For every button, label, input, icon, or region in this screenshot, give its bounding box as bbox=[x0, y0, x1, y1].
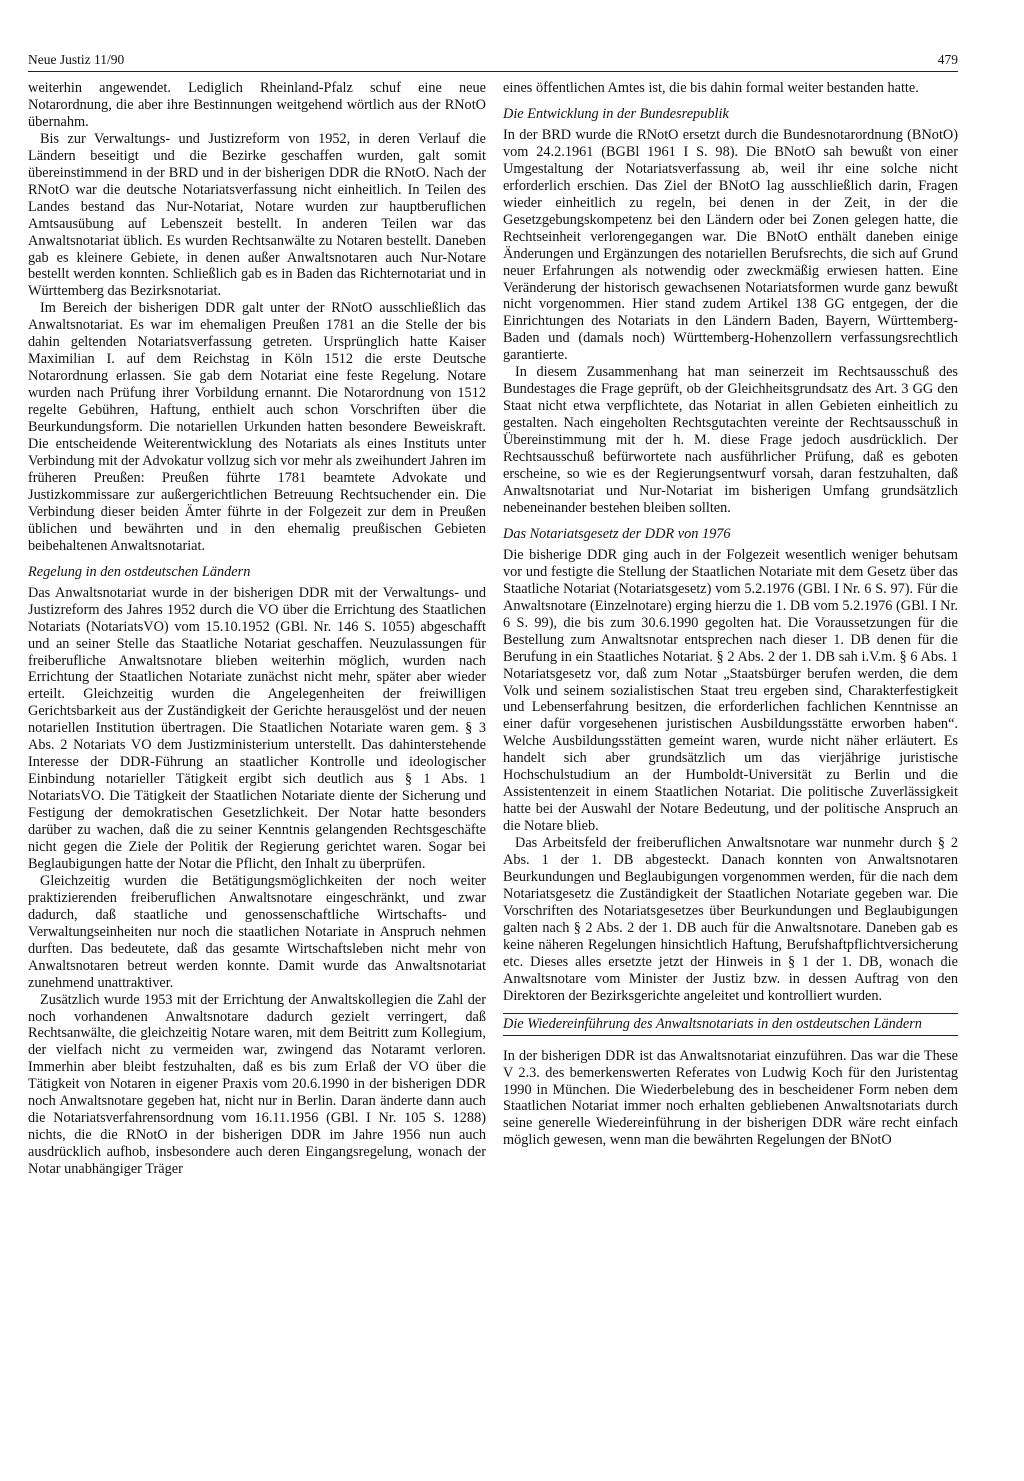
journal-issue: Neue Justiz 11/90 bbox=[28, 52, 125, 67]
paragraph: In diesem Zusammenhang hat man seinerzeit im Rechtsausschuß des Bundestages die Frage geprüft, ob der Gleichheitsgrundsatz des Art. 3 GG den Staat nicht etwa verpflichtete, das Notariat in allen Gebieten einheitlich zu gestalten. Nach eingeholten Rechtsgutachten vereinte der Rechtsausschuß in Übereinstimmung mit der h. M. diese Frage jedoch ausdrücklich. Der Rechtsausschuß befürwortete nach ausführlicher Prüfung, daß es geboten erscheine, so wie es der Regierungsentwurf vorsah, daran festzuhalten, daß Anwaltsnotariat und Nur-Notariat im bisherigen Umfang grundsätzlich nebeneinander bestehen bleiben sollten. bbox=[503, 364, 958, 516]
paragraph: weiterhin angewendet. Lediglich Rheinland-Pfalz schuf eine neue Notarordnung, die aber ihre Bestinnungen weitgehend wörtlich aus der RNotO übernahm. bbox=[28, 80, 486, 130]
page-number: 479 bbox=[937, 52, 958, 67]
left-column bbox=[28, 80, 486, 1178]
section-heading: Die Wiedereinführung des Anwaltsnotariats in den ostdeutschen Ländern bbox=[503, 1013, 958, 1036]
header-rule bbox=[28, 71, 958, 72]
paragraph: Im Bereich der bisherigen DDR galt unter der RNotO ausschließlich das Anwaltsnotariat. Es war im ehemaligen Preußen 1781 an die Stelle der bis dahin geltenden Notariatsverfassung getreten. Ursprünglich hatte Kaiser Maximilian I. auf dem Reichstag in Köln 1512 die erste Deutsche Notarordnung erlassen. Sie gab dem Notariat eine feste Regelung. Notare wurden nach Prüfung ihrer Vorbildung ernannt. Die Notarordnung von 1512 regelte Gebühren, Haftung, enthielt auch schon Vorschriften über die Beurkundungsform. Die notariellen Urkunden hatten besondere Beweiskraft. Die entscheidende Weiterentwicklung des Notariats als eines Instituts unter Verbindung mit der Advokatur vollzug sich vor mehr als zweihundert Jahren im früheren Preußen: Preußen führte 1781 beamtete Advokate und Justizkommissare zur außergerichtlichen Betreuung Rechtsuchender ein. Die Verbindung dieser beiden Ämter führte in der Folgezeit zur dem in Preußen üblichen und bewährten und in den ehemalig preußischen Gebieten beibehaltenen Anwaltsnotariat. bbox=[28, 300, 486, 554]
section-heading: Das Notariatsgesetz der DDR von 1976 bbox=[503, 525, 731, 542]
paragraph: eines öffentlichen Amtes ist, die bis dahin formal weiter bestanden hatte. bbox=[503, 80, 919, 96]
paragraph: Bis zur Verwaltungs- und Justizreform von 1952, in deren Verlauf die Ländern beseitigt und die Bezirke geschaffen wurden, galt somit übereinstimmend in der BRD und in der bisherigen DDR die RNotO. Nach der RNotO war die deutsche Notariatsverfassung nicht einheitlich. In Teilen des Landes bestand das Nur-Notariat, Notare wurden zur hauptberuflichen Amtsausübung auf Lebenszeit bestellt. In anderen Teilen war das Anwaltsnotariat üblich. Es wurden Rechtsanwälte zu Notaren bestellt. Daneben gab es kleinere Gebiete, in denen außer Anwaltsnotaren auch Nur-Notare bestellt werden konnten. Schließlich gab es in Baden das Richternotariat und in Württemberg das Bezirksnotariat. bbox=[28, 130, 486, 300]
section-heading: Die Entwicklung in der Bundesrepublik bbox=[503, 105, 729, 122]
section-heading: Regelung in den ostdeutschen Ländern bbox=[28, 563, 251, 580]
paragraph: Gleichzeitig wurden die Betätigungsmöglichkeiten der noch weiter praktizierenden freiberuflichen Anwaltsnotare eingeschränkt, und zwar dadurch, daß staatliche und genossenschaftliche Wirtschafts- und Verwaltungseinheiten nur noch die staatlichen Notariate in Anspruch nehmen durften. Das bedeutete, daß das gesamte Wirtschaftsleben nicht mehr von Anwaltsnotaren betreut werden konnte. Damit wurde das Anwaltsnotariat zunehmend unattraktiver. bbox=[28, 872, 486, 991]
right-column bbox=[503, 80, 958, 1149]
paragraph: Zusätzlich wurde 1953 mit der Errichtung der Anwaltskollegien die Zahl der noch vorhandenen Anwaltsnotare dadurch gezielt verringert, daß Rechtsanwälte, die gleichzeitig Notare waren, mit dem Beitritt zum Kollegium, der vielfach nicht zu vermeiden war, zwingend das Notaramt verloren. Immerhin aber bleibt festzuhalten, daß es bis zum Erlaß der VO über die Tätigkeit von Notaren in eigener Praxis vom 20.6.1990 in der bisherigen DDR noch Anwaltsnotare gegeben hat, nicht nur in Berlin. Daran änderte dann auch die Notariatsverfahrensordnung vom 16.11.1956 (GBl. I Nr. 105 S. 1288) nichts, die die RNotO in der bisherigen DDR im Jahre 1956 nun auch ausdrücklich aufhob, insbesondere auch deren Eingangsregelung, wonach der Notar unabhängiger Träger bbox=[28, 991, 486, 1178]
paragraph: Die bisherige DDR ging auch in der Folgezeit wesentlich weniger behutsam vor und festigte die Stellung der Staatlichen Notariate mit dem Gesetz über das Staatliche Notariat (Notariatsgesetz) vom 5.2.1976 (GBl. I Nr. 6 S. 97). Für die Anwaltsnotare (Einzelnotare) erging hierzu die 1. DB vom 5.2.1976 (GBl. I Nr. 6 S. 99), die bis zum 30.6.1990 gegolten hat. Die Voraussetzungen für die Bestellung zum Anwaltsnotar entsprechen nach dieser 1. DB denen für die Berufung in ein Staatliches Notariat. § 2 Abs. 2 der 1. DB sah i.V.m. § 6 Abs. 1 Notariatsgesetz vor, daß zum Notar „Staatsbürger berufen werden, die dem Volk und seinem sozialistischen Staat treu ergeben sind, Charakterfestigkeit und Lebenserfahrung besitzen, die erforderlichen fachlichen Kenntnisse an einer dafür vorgesehenen juristischen Ausbildungsstätte erworben haben“. Welche Ausbildungsstätten gemeint waren, wurde nicht näher erläutert. Es handelt sich aber grundsätzlich um das vierjährige juristische Hochschulstudium an der Humboldt-Universität zu Berlin und die Assistentenzeit in einem Staatlichen Notariat. Die politische Zuverlässigkeit hatte bei der Auswahl der Notare Bedeutung, und der politische Anspruch an die Notare blieb. bbox=[503, 546, 958, 835]
paragraph: Das Anwaltsnotariat wurde in der bisherigen DDR mit der Verwaltungs- und Justizreform des Jahres 1952 durch die VO über die Errichtung des Staatlichen Notariats (NotariatsVO) vom 15.10.1952 (GBl. Nr. 146 S. 1055) abgeschafft und an seiner Stelle das Staatliche Notariat geschaffen. Neuzulassungen für freiberufliche Anwaltsnotare blieben weiterhin möglich, wurden nach Errichtung der Staatlichen Notariate zunächst nicht mehr, später aber wieder erteilt. Gleichzeitig wurden die Angelegenheiten der freiwilligen Gerichtsbarkeit aus der Zuständigkeit der Gerichte herausgelöst und der neuen notariellen Institution übertragen. Die Staatlichen Notariate waren gem. § 3 Abs. 2 Notariats VO dem Justizministerium unterstellt. Das dahinterstehende Interesse der DDR-Führung an staatlicher Kontrolle und ideologischer Einbindung notarieller Tätigkeit ergibt sich deutlich aus § 1 Abs. 1 NotariatsVO. Die Tätigkeit der Staatlichen Notariate diente der Sicherung und Festigung der demokratischen Gesetzlichkeit. Der Notar hatte besonders darüber zu wachen, daß die zu seiner Kenntnis gelangenden Rechtsgeschäfte nicht gegen die Ziele der Politik der Regierung gerichtet waren. Sogar bei Beglaubigungen hatte der Notar die Pflicht, den Inhalt zu überprüfen. bbox=[28, 584, 486, 872]
running-header bbox=[28, 52, 958, 72]
paragraph: In der BRD wurde die RNotO ersetzt durch die Bundesnotarordnung (BNotO) vom 24.2.1961 (BGBl 1961 I S. 98). Die BNotO sah bewußt von einer Umgestaltung der Notariatsverfassung ab, weil ihr eine solche nicht erforderlich erschien. Das Ziel der BNotO lag ausschließlich darin, Fragen wieder einheitlich zu regeln, bei denen in der Zeit, in der die Gesetzgebungskompetenz bei den Ländern oder bei Zonen gelegen hatte, die Rechtseinheit verlorengegangen war. Die BNotO enthält daneben einige Änderungen und Ergänzungen des notariellen Berufsrechts, die sich auf Grund neuer Erfahrungen als notwendig oder zweckmäßig erwiesen hatten. Eine Veränderung der historisch gewachsenen Notariatsformen wurde ganz bewußt nicht vorgenommen. Hier stand zudem Artikel 138 GG entgegen, der die Einrichtungen des Notariats in den Ländern Baden, Bayern, Württemberg-Baden und (damals noch) Württemberg-Hohenzollern verfassungsrechtlich garantierte. bbox=[503, 126, 958, 364]
paragraph: In der bisherigen DDR ist das Anwaltsnotariat einzuführen. Das war die These V 2.3. des bemerkenswerten Referates von Ludwig Koch für den Juristentag 1990 in München. Die Wiederbelebung des in bescheidener Form neben dem Staatlichen Notariat immer noch erhalten gebliebenen Anwaltsnotariats durch seine generelle Wiedereinführung in der bisherigen DDR wäre recht einfach möglich gewesen, wenn man die bewährten Regelungen der BNotO bbox=[503, 1047, 958, 1149]
paragraph: Das Arbeitsfeld der freiberuflichen Anwaltsnotare war nunmehr durch § 2 Abs. 1 der 1. DB abgesteckt. Danach konnten von Anwaltsnotaren Beurkundungen und Beglaubigungen vorgenommen werden, für die nach dem Notariatsgesetz die Zuständigkeit der Staatlichen Notariate gegeben war. Die Vorschriften des Notariatsgesetzes über Beurkundungen und Beglaubigungen galten nach § 2 Abs. 2 der 1. DB auch für die Anwaltsnotare. Daneben gab es keine näheren Regelungen hinsichtlich Haftung, Berufshaftpflichtversicherung etc. Dieses alles ersetzte jetzt der Hinweis in § 1 der 1. DB, wonach die Anwaltsnotare vom Minister der Justiz bzw. in dessen Auftrag von den Direktoren der Bezirksgerichte angeleitet und kontrolliert wurden. bbox=[503, 835, 958, 1004]
